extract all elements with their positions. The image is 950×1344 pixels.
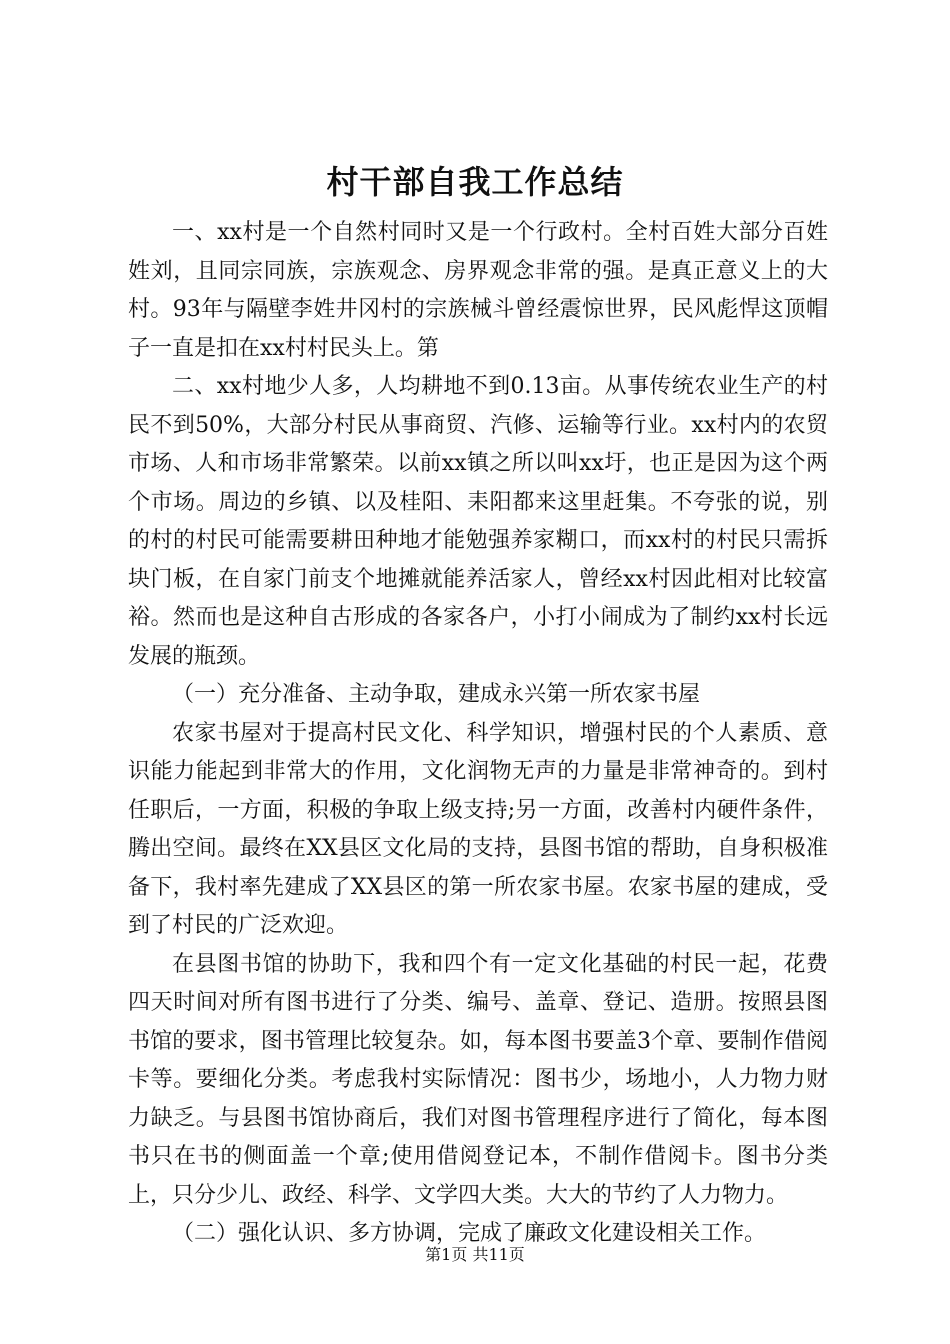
paragraph-3: 农家书屋对于提高村民文化、科学知识，增强村民的个人素质、意识能力能起到非常大的作用，文化润物无声的力量是非常神奇的。到村任职后，一方面，积极的争取上级支持;另一方面，改善村内硬件条件，腾出空间。最终在XX县区文化局的支持，县图书馆的帮助，自身积极准备下，我村率先建成了XX县区的第一所农家书屋。农家书屋的建成，受到了村民的广泛欢迎。: [128, 720, 828, 938]
paragraph-1: 一、xx村是一个自然村同时又是一个行政村。全村百姓大部分百姓姓刘，且同宗同族，宗族观念、房界观念非常的强。是真正意义上的大村。93年与隔壁李姓井冈村的宗族械斗曾经震惊世界，民风彪悍这顶帽子一直是扣在xx村村民头上。第: [128, 220, 828, 361]
document-title: 村干部自我工作总结: [326, 163, 624, 201]
paragraph-2: 二、xx村地少人多，人均耕地不到0.13亩。从事传统农业生产的村民不到50%，大部分村民从事商贸、汽修、运输等行业。xx村内的农贸市场、人和市场非常繁荣。以前xx镇之所以叫xx圩，也正是因为这个两个市场。周边的乡镇、以及桂阳、耒阳都来这里赶集。不夸张的说，别的村的村民可能需要耕田种地才能勉强养家糊口，而xx村的村民只需拆块门板，在自家门前支个地摊就能养活家人，曾经xx村因此相对比较富裕。然而也是这种自古形成的各家各户，小打小闹成为了制约xx村长远发展的瓶颈。: [128, 374, 828, 669]
document-body: [128, 214, 828, 1254]
paragraph-4: 在县图书馆的协助下，我和四个有一定文化基础的村民一起，花费四天时间对所有图书进行了分类、编号、盖章、登记、造册。按照县图书馆的要求，图书管理比较复杂。如，每本图书要盖3个章、要制作借阅卡等。要细化分类。考虑我村实际情况：图书少，场地小，人力物力财力缺乏。与县图书馆协商后，我们对图书管理程序进行了简化，每本图书只在书的侧面盖一个章;使用借阅登记本，不制作借阅卡。图书分类上，只分少儿、政经、科学、文学四大类。大大的节约了人力物力。: [128, 951, 828, 1208]
page-number: 第1页 共11页: [425, 1245, 525, 1264]
section-heading-2: （二）强化认识、多方协调，完成了廉政文化建设相关工作。: [172, 1221, 767, 1246]
section-heading-1: （一）充分准备、主动争取，建成永兴第一所农家书屋: [172, 682, 701, 707]
